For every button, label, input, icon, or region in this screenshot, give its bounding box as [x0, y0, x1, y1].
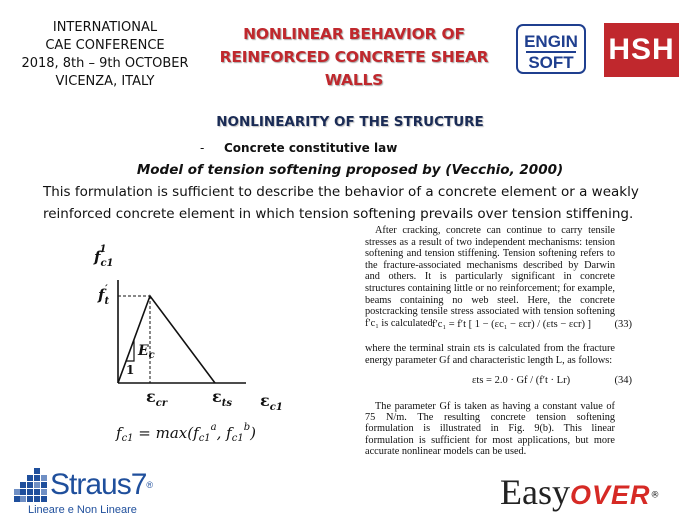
easyover-registered: ® — [650, 490, 660, 501]
easyover-over: OVER — [569, 480, 651, 510]
enginsoft-logo-line-2: SOFT — [528, 53, 574, 72]
peak-stress-label: $f_t'$ — [98, 284, 110, 307]
paper-paragraph-1: After cracking, concrete can continue to carry tensile stresses as a result of two independent mechanisms: tension softening and tension stiffening. Tension softening refers to the fracture-associated mechanisms described by Darwin and others. It is particularly significant in concrete structures containing little or no reinforcement; for example, beams containing no web steel. Here, the concrete postcracking tensile stress associated with tension softening f′c₁ is calculated — [365, 225, 615, 329]
bullet-item — [200, 141, 397, 155]
equation-33-number: (33) — [614, 319, 632, 330]
description-text: This formulation is sufficient to describe the behavior of a concrete element or a weakly reinforced concrete element in which tension softening prevails over tension stiffening. — [43, 184, 639, 222]
paper-paragraph-2: where the terminal strain εts is calculated from the fracture energy parameter Gf and characteristic length L, as follows: — [365, 343, 615, 366]
max-formula: $f_{c1} = \max(f_{c1}^a$, $f_{c1}^b$) — [116, 422, 256, 444]
enginsoft-logo-line-1: ENGIN — [524, 32, 578, 51]
straus7-wordmark: Straus7® — [50, 468, 153, 501]
enginsoft-logo — [516, 24, 586, 74]
straus7-logo — [14, 468, 184, 518]
paper-paragraph-3: The parameter Gf is taken as having a constant value of 75 N/m. The resulting concrete tension softening formulation is illustrated in Fig. 9(b). This linear formulation is sufficient for most applications, but more accurate nonlinear models can be used. — [365, 401, 615, 457]
title-line-2: REINFORCED CONCRETE SHEAR — [219, 48, 489, 66]
conference-location: VICENZA, ITALY — [55, 74, 155, 89]
slope-run-label: 1 — [126, 363, 135, 377]
section-heading: NONLINEARITY OF THE STRUCTURE — [216, 114, 484, 130]
paper-excerpt-middle — [365, 343, 615, 366]
easyover-easy: Easy — [500, 472, 570, 512]
straus7-tagline: Lineare e Non Lineare — [28, 504, 137, 516]
bullet-dash: - — [200, 141, 205, 155]
x-label-c1: $\varepsilon_{c1}$ — [260, 391, 283, 413]
equation-34-body: εts = 2.0 · Gf / (f′t · Lr) — [472, 375, 571, 386]
x-label-ts: $\varepsilon_{ts}$ — [212, 387, 232, 409]
conference-date: 2018, 8th – 9th OCTOBER — [21, 56, 189, 71]
title-line-3: WALLS — [324, 71, 384, 89]
equation-34 — [432, 369, 632, 391]
paper-excerpt-top — [365, 225, 615, 329]
slope-label: $E_c$ — [138, 343, 155, 361]
y-axis-label: $f_{c1}1$ — [94, 244, 114, 269]
tension-softening-diagram — [88, 228, 358, 453]
equation-34-number: (34) — [614, 375, 632, 386]
title-line-1: NONLINEAR BEHAVIOR OF — [243, 25, 465, 43]
straus7-grid-icon — [14, 468, 48, 502]
bullet-label: Concrete constitutive law — [224, 141, 398, 155]
equation-33-body: f′c₁ = f′t [ 1 − (εc₁ − εcr) / (εts − εcr) ] — [432, 319, 592, 330]
hsh-logo: HSH — [604, 23, 679, 77]
easyover-logo — [500, 470, 690, 514]
x-label-cr: $\varepsilon_{cr}$ — [146, 387, 168, 409]
paper-excerpt-bottom — [365, 401, 615, 457]
slide-title — [218, 23, 490, 92]
conference-line-2: CAE CONFERENCE — [45, 38, 165, 53]
equation-33 — [432, 315, 632, 337]
conference-line-1: INTERNATIONAL — [52, 20, 158, 35]
conference-info — [0, 19, 210, 91]
model-title: Model of tension softening proposed by (Vecchio, 2000) — [136, 162, 564, 178]
